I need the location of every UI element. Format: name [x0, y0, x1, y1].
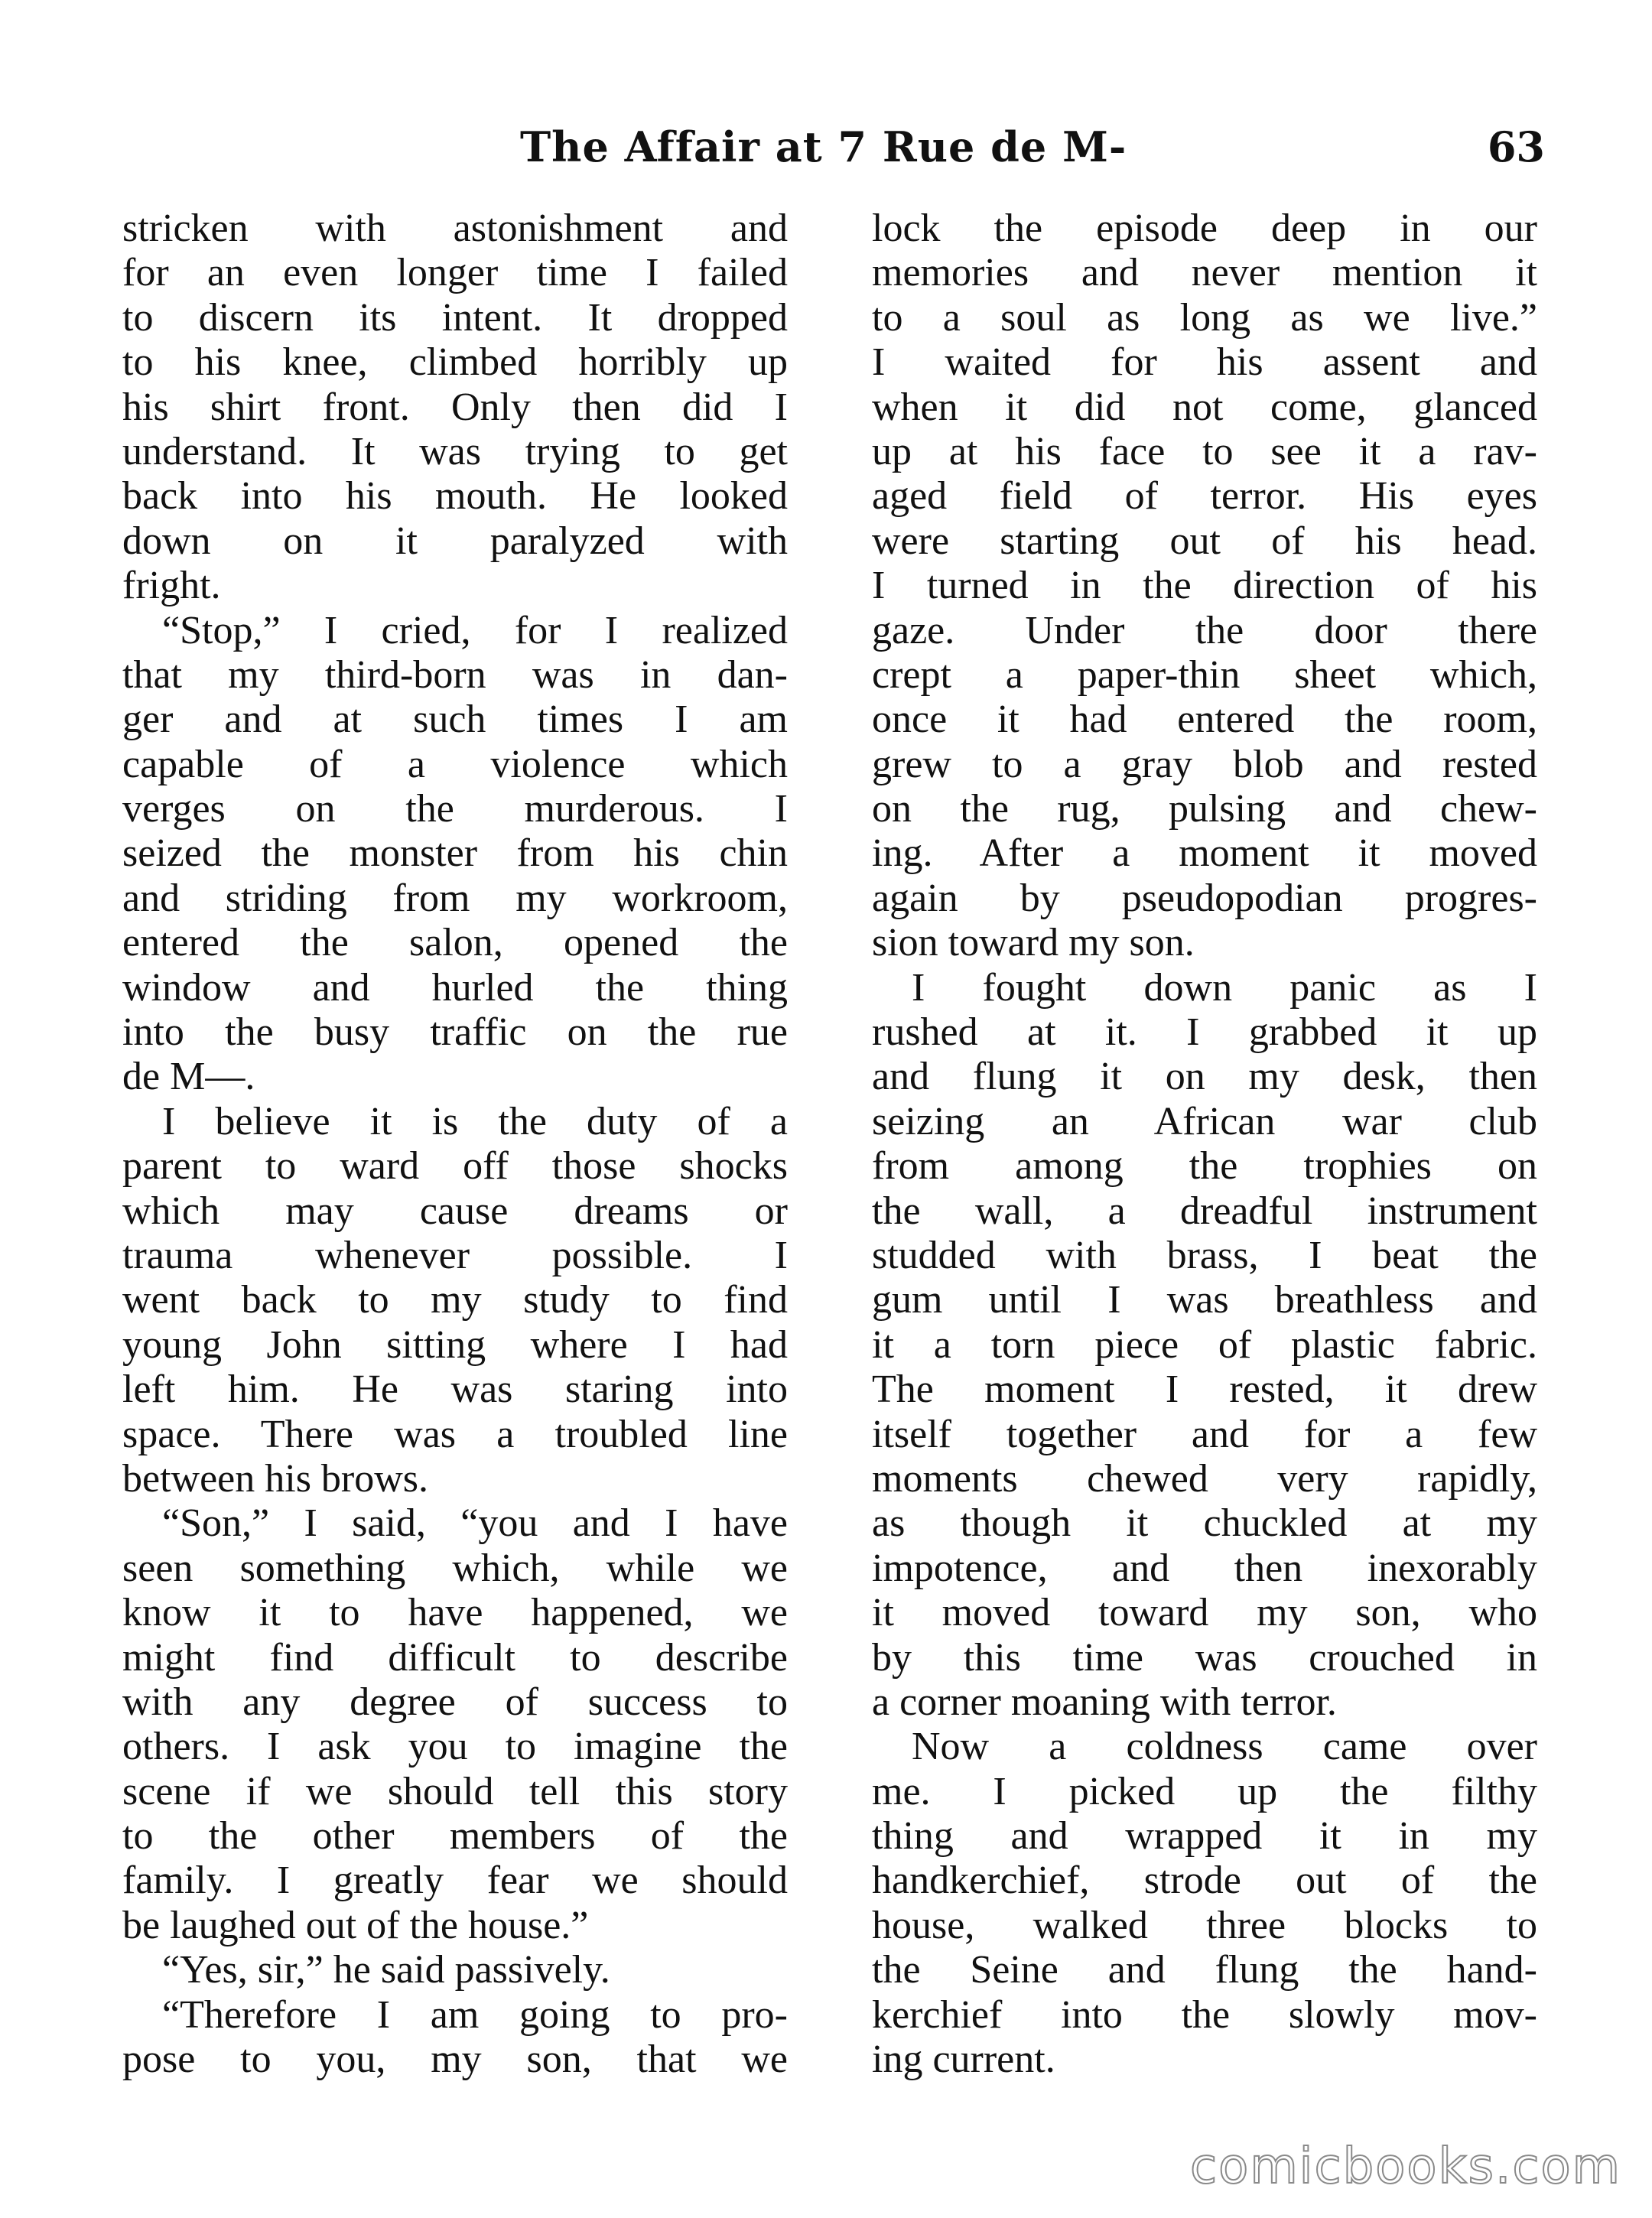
text-line: it a torn piece of plastic fabric.	[872, 1322, 1537, 1367]
text-line: others. I ask you to imagine the	[122, 1725, 788, 1769]
text-line: I waited for his assent and	[872, 340, 1537, 385]
text-line: to the other members of the	[122, 1814, 788, 1859]
text-line: it moved toward my son, who	[872, 1591, 1537, 1635]
text-line: grew to a gray blob and rested	[872, 742, 1537, 786]
text-line: scene if we should tell this story	[122, 1769, 788, 1813]
text-line: ing. After a moment it moved	[872, 831, 1537, 876]
text-line: understand. It was trying to get	[122, 429, 788, 473]
text-line: were starting out of his head.	[872, 519, 1537, 563]
text-line: pose to you, my son, that we	[122, 2038, 788, 2082]
text-line: which may cause dreams or	[122, 1189, 788, 1233]
text-line: lock the episode deep in our	[872, 207, 1537, 250]
text-line: sion toward my son.	[872, 921, 1195, 965]
text-line: to his knee, climbed horribly up	[122, 340, 788, 385]
text-line: Now a coldness came over	[912, 1725, 1537, 1769]
text-line: fright.	[122, 564, 221, 608]
text-line: as though it chuckled at my	[872, 1501, 1537, 1546]
text-line: be laughed out of the house.”	[122, 1903, 589, 1947]
text-line: his shirt front. Only then did I	[122, 385, 788, 429]
text-line: thing and wrapped it in my	[872, 1814, 1537, 1859]
text-line: house, walked three blocks to	[872, 1903, 1537, 1947]
text-line: entered the salon, opened the	[122, 921, 788, 965]
text-line: back into his mouth. He looked	[122, 474, 788, 519]
text-line: I turned in the direction of his	[872, 564, 1537, 608]
text-line: once it had entered the room,	[872, 698, 1537, 742]
right-column	[872, 207, 1537, 2082]
text-line: space. There was a troubled line	[122, 1412, 788, 1456]
text-line: that my third-born was in dan-	[122, 652, 788, 697]
text-line: ing current.	[872, 2038, 1055, 2082]
text-line: might find difficult to describe	[122, 1635, 788, 1680]
text-line: seizing an African war club	[872, 1099, 1537, 1143]
text-line: seen something which, while we	[122, 1546, 788, 1590]
text-line: rushed at it. I grabbed it up	[872, 1010, 1537, 1055]
text-line: de M—.	[122, 1055, 255, 1099]
text-line: left him. He was staring into	[122, 1368, 788, 1412]
text-line: verges on the murderous. I	[122, 787, 788, 831]
text-line: I fought down panic as I	[912, 965, 1537, 1010]
text-line: between his brows.	[122, 1456, 429, 1501]
text-line: to a soul as long as we live.”	[872, 295, 1537, 340]
text-line: impotence, and then inexorably	[872, 1546, 1537, 1590]
text-line: stricken with astonishment and	[122, 207, 788, 250]
text-line: “Yes, sir,” he said passively.	[162, 1948, 610, 1992]
text-line: from among the trophies on	[872, 1144, 1537, 1189]
text-line: me. I picked up the filthy	[872, 1769, 1537, 1813]
text-line: parent to ward off those shocks	[122, 1144, 788, 1189]
text-line: “Son,” I said, “you and I have	[162, 1501, 788, 1546]
left-column	[122, 207, 788, 2082]
text-line: young John sitting where I had	[122, 1322, 788, 1367]
text-line: window and hurled the thing	[122, 965, 788, 1010]
text-line: the Seine and flung the hand-	[872, 1948, 1537, 1992]
text-line: seized the monster from his chin	[122, 831, 788, 876]
text-line: by this time was crouched in	[872, 1635, 1537, 1680]
text-line: to discern its intent. It dropped	[122, 295, 788, 340]
text-line: handkerchief, strode out of the	[872, 1859, 1537, 1903]
text-line: down on it paralyzed with	[122, 519, 788, 563]
text-line: up at his face to see it a rav-	[872, 429, 1537, 473]
text-line: capable of a violence which	[122, 742, 788, 786]
text-line: itself together and for a few	[872, 1412, 1537, 1456]
text-line: the wall, a dreadful instrument	[872, 1189, 1537, 1233]
text-line: gum until I was breathless and	[872, 1278, 1537, 1322]
text-line: and striding from my workroom,	[122, 876, 788, 920]
page-number: 63	[1487, 122, 1545, 171]
text-line: gaze. Under the door there	[872, 608, 1537, 652]
text-line: “Therefore I am going to pro-	[162, 1992, 788, 2037]
text-line: and flung it on my desk, then	[872, 1055, 1537, 1099]
page-header	[122, 122, 1545, 191]
text-line: family. I greatly fear we should	[122, 1859, 788, 1903]
text-line: a corner moaning with terror.	[872, 1680, 1337, 1724]
text-line: into the busy traffic on the rue	[122, 1010, 788, 1055]
text-line: crept a paper-thin sheet which,	[872, 652, 1537, 697]
text-line: went back to my study to find	[122, 1278, 788, 1322]
text-line: trauma whenever possible. I	[122, 1233, 788, 1277]
text-line: The moment I rested, it drew	[872, 1368, 1537, 1412]
running-title: The Affair at 7 Rue de M-	[520, 122, 1127, 171]
text-line: memories and never mention it	[872, 251, 1537, 295]
text-line: again by pseudopodian progres-	[872, 876, 1537, 920]
text-line: I believe it is the duty of a	[162, 1099, 788, 1143]
text-line: on the rug, pulsing and chew-	[872, 787, 1537, 831]
text-line: aged field of terror. His eyes	[872, 474, 1537, 519]
text-line: kerchief into the slowly mov-	[872, 1992, 1537, 2037]
text-line: studded with brass, I beat the	[872, 1233, 1537, 1277]
text-line: know it to have happened, we	[122, 1591, 788, 1635]
text-line: with any degree of success to	[122, 1680, 788, 1724]
watermark-logo: comicbooks.com	[1189, 2138, 1621, 2195]
text-line: when it did not come, glanced	[872, 385, 1537, 429]
text-line: moments chewed very rapidly,	[872, 1456, 1537, 1501]
text-line: ger and at such times I am	[122, 698, 788, 742]
text-line: for an even longer time I failed	[122, 251, 788, 295]
text-line: “Stop,” I cried, for I realized	[162, 608, 788, 652]
